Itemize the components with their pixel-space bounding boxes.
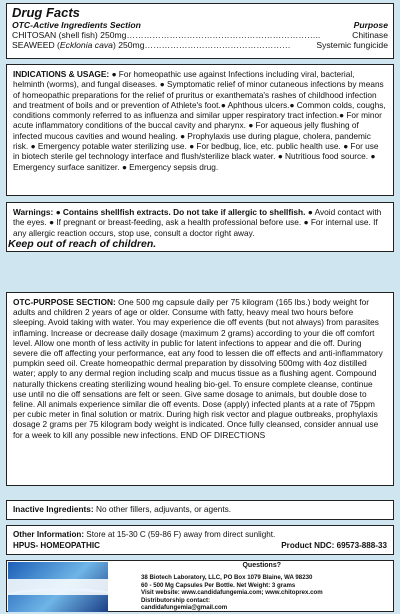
warnings-text: ● Avoid contact with the eyes. ● If pregnant or breast-feeding, ask a health professional before use. ● For internal use. If any allergic reaction occurs, stop use, consult a doctor right away. (13, 207, 382, 238)
ingredient-purpose: Chitinase (352, 30, 388, 41)
inactive-heading: Inactive Ingredients: (13, 504, 94, 514)
purpose-heading: Purpose (353, 20, 388, 30)
contact-block (109, 561, 393, 611)
contact-distributorship: Distributorship contact: (141, 596, 211, 604)
purpose-section-text: One 500 mg capsule daily per 75 kilogram (165 lbs.) body weight for adults and children 2 years of age or older. Consume with fatty, heavy meal two hours before sleeping. Avoid taking with water. You may experience die off events (but not always) from parasites inflaming. Increase or decrease daily dosage (maximum 2 grams) according to your die off comfort level. Allow one month of less activity in public for latent infections to appear and die off. During severe die off affecting your performance, eat any food to lessen die off effects and anti-inflammatory pumpkin seed oil. Create homeopathic dermal preparation by dissolving 500mg with 4oz distilled water; apply to any dermal region including scalp and mucus tissue as a flushing agent. Compound naturally thickens creating sterilizing wound healing bio-gel. To ensure complete cleanse, continue use until no die off sensations are felt or seen. Give same dosage to animals, but double dose to feline. All animals experience similar die off events. Dose (apply) infected plants at a rate of 75ppm per cubic meter in final solution or matrix. During high risk vector and plague outbreaks, prophylaxis dosage 2 grams per 75 kilogram body weight is indicated. Once fully cleansed, consider annual use for a week to kill any possible new infections. END OF DIRECTIONS (13, 297, 383, 440)
drug-facts-title: Drug Facts (12, 5, 80, 20)
ingredient-row (12, 40, 388, 50)
other-info-panel (6, 525, 394, 555)
swoosh-graphic (8, 588, 108, 611)
indications-panel (6, 64, 394, 196)
contact-lines (141, 574, 389, 612)
contact-address: 38 Biotech Laboratory, LLC, PO Box 1079 Blaine, WA 98230 (141, 574, 313, 581)
active-ingredients-panel (6, 3, 394, 59)
section-heading-row (12, 20, 388, 30)
keep-out-of-reach-heading: Keep out of reach of children. (8, 238, 157, 250)
ingredient-name: CHITOSAN (shell fish) 250mg………………………………………………………….. (12, 30, 321, 41)
logo-image (8, 562, 108, 612)
warnings-shellfish: ● Contains shellfish extracts. Do not take if allergic to shellfish. (53, 207, 306, 217)
questions-heading: Questions? (242, 562, 281, 569)
contact-website-link[interactable]: Visit website: www.candidafungemia.com; www.chitoprex.com (141, 589, 323, 597)
product-id-row (13, 540, 387, 551)
hpus-label: HPUS- HOMEOPATHIC (13, 541, 100, 550)
other-info-text: Store at 15-30 C (59-86 F) away from direct sunlight. (84, 530, 276, 539)
ingredient-row (12, 30, 388, 40)
purpose-section-heading: OTC-PURPOSE SECTION: (13, 297, 116, 307)
ingredient-name: SEAWEED (Ecklonia cava) 250mg…………………………………………… (12, 40, 291, 51)
indications-heading: INDICATIONS & USAGE: (13, 69, 110, 79)
active-ingredients-heading: OTC-Active Ingredients Section (12, 20, 141, 30)
inactive-panel (6, 500, 394, 520)
warnings-heading: Warnings: (13, 207, 54, 217)
ingredient-purpose: Systemic fungicide (316, 40, 388, 51)
purpose-panel (6, 292, 394, 486)
other-info-heading: Other Information: (13, 530, 85, 539)
contact-email-link[interactable]: candidafungemia@gmail.com (141, 604, 228, 612)
inactive-text: No other fillers, adjuvants, or agents. (93, 504, 232, 514)
product-ndc: Product NDC: 69573-888-33 (281, 541, 387, 550)
indications-text: ● For homeopathic use against Infections including viral, bacterial, helminth (worms), and fungal diseases. ● Symptomatic relief of minor cutaneous infections by means of homeopathic preparations for the relief of pruritus or exanthemata's rashes of childhood infection and treatment of boils and or prevention of Athlete's foot.● Aphthous ulcers.● Common colds, coughs, conditions commonly referred to as influenza and similar upper respiratory tract infection.● For minor acute inflammatory conditions of the buccal cavity and pharynx. ● For aqueous jelly flushing of infected mucous cavities and wound healing. ● Prophylaxis use during plague, cholera, pandemic risk. ● Emergency potable water sterilizing use. ● For bedbug, lice, etc. public health use. ● For use in biotech sterile gel technology interface and flush/sterilize black water. ● Nutritious food source. ● Emergency surface sanitizer. ● Emergency sepsis drug. (13, 69, 386, 172)
contact-capsules: 60 - 500 Mg Capsules Per Bottle. Net Weight: 3 grams (141, 581, 296, 589)
footer-panel (6, 560, 394, 612)
